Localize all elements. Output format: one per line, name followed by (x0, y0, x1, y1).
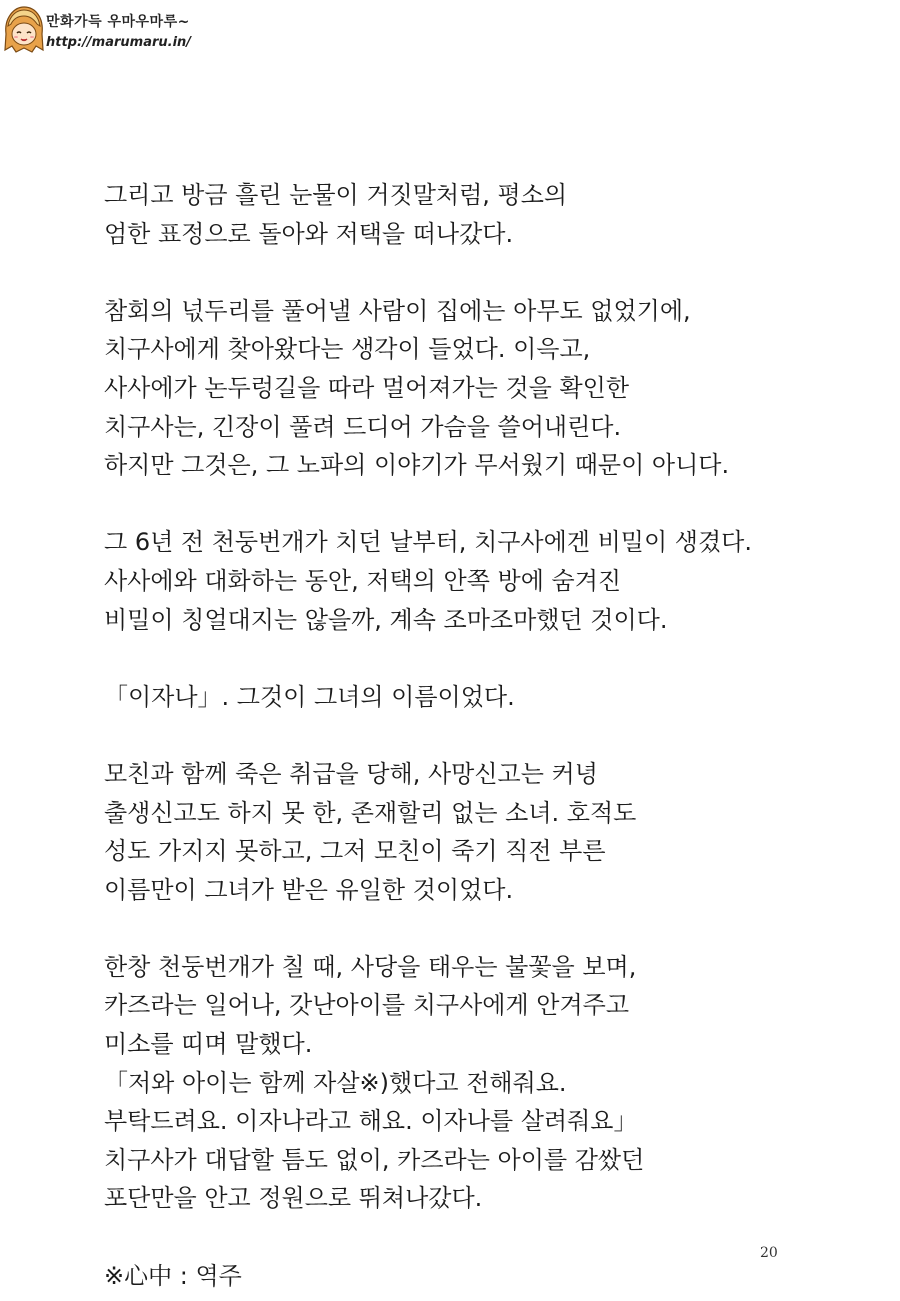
text-line: 카즈라는 일어나, 갓난아이를 치구사에게 안겨주고 (104, 991, 630, 1020)
text-line: 하지만 그것은, 그 노파의 이야기가 무서웠기 때문이 아니다. (104, 451, 730, 480)
text-line: 이름만이 그녀가 받은 유일한 것이었다. (104, 875, 514, 904)
paragraph-gap (104, 253, 864, 292)
text-line: 포단만을 안고 정원으로 뛰쳐나갔다. (104, 1184, 483, 1213)
paragraph-gap (104, 485, 864, 524)
paragraph-gap (104, 716, 864, 755)
text-line: 사사에와 대화하는 동안, 저택의 안쪽 방에 숨겨진 (104, 566, 622, 595)
text-line: 한창 천둥번개가 칠 때, 사당을 태우는 불꽃을 보며, (104, 952, 637, 981)
translator-note: ※心中 : 역주 (104, 1261, 242, 1290)
dialogue-line: 부탁드려요. 이자나라고 해요. 이자나를 살려줘요」 (104, 1107, 638, 1136)
text-line: 그리고 방금 흘린 눈물이 거짓말처럼, 평소의 (104, 181, 568, 209)
text-line: 치구사에게 찾아왔다는 생각이 들었다. 이윽고, (104, 335, 591, 364)
text-line: 성도 가지지 못하고, 그저 모친이 죽기 직전 부른 (104, 837, 606, 866)
watermark-url: http://marumaru.in/ (46, 35, 192, 50)
story-text (104, 176, 864, 1295)
text-line: 참회의 넋두리를 풀어낼 사람이 집에는 아무도 없었기에, (104, 296, 691, 325)
text-line: 모친과 함께 죽은 취급을 당해, 사망신고는 커녕 (104, 759, 598, 788)
text-line: 치구사가 대답할 틈도 없이, 카즈라는 아이를 감쌌던 (104, 1145, 645, 1174)
text-line: 사사에가 논두렁길을 따라 멀어져가는 것을 확인한 (104, 373, 630, 402)
text-line: 치구사는, 긴장이 풀려 드디어 가슴을 쓸어내린다. (104, 412, 622, 441)
page-number: 20 (760, 1245, 778, 1261)
text-line: 그 6년 전 천둥번개가 치던 날부터, 치구사에겐 비밀이 생겼다. (104, 528, 752, 557)
text-line: 미소를 띠며 말했다. (104, 1030, 313, 1059)
paragraph-gap (104, 1218, 864, 1257)
dialogue-line: 「저와 아이는 함께 자살※)했다고 전해줘요. (104, 1068, 567, 1097)
watermark (2, 4, 202, 60)
paragraph-gap (104, 909, 864, 948)
paragraph-gap (104, 639, 864, 678)
watermark-site-name: 만화가득 우마우마루~ (46, 14, 190, 30)
text-line: 엄한 표정으로 돌아와 저택을 떠나갔다. (104, 219, 514, 248)
text-line: 「이자나」. 그것이 그녀의 이름이었다. (104, 682, 515, 711)
umaru-mascot-icon (2, 4, 46, 58)
text-line: 비밀이 칭얼대지는 않을까, 계속 조마조마했던 것이다. (104, 605, 668, 634)
text-line: 출생신고도 하지 못 한, 존재할리 없는 소녀. 호적도 (104, 798, 637, 827)
